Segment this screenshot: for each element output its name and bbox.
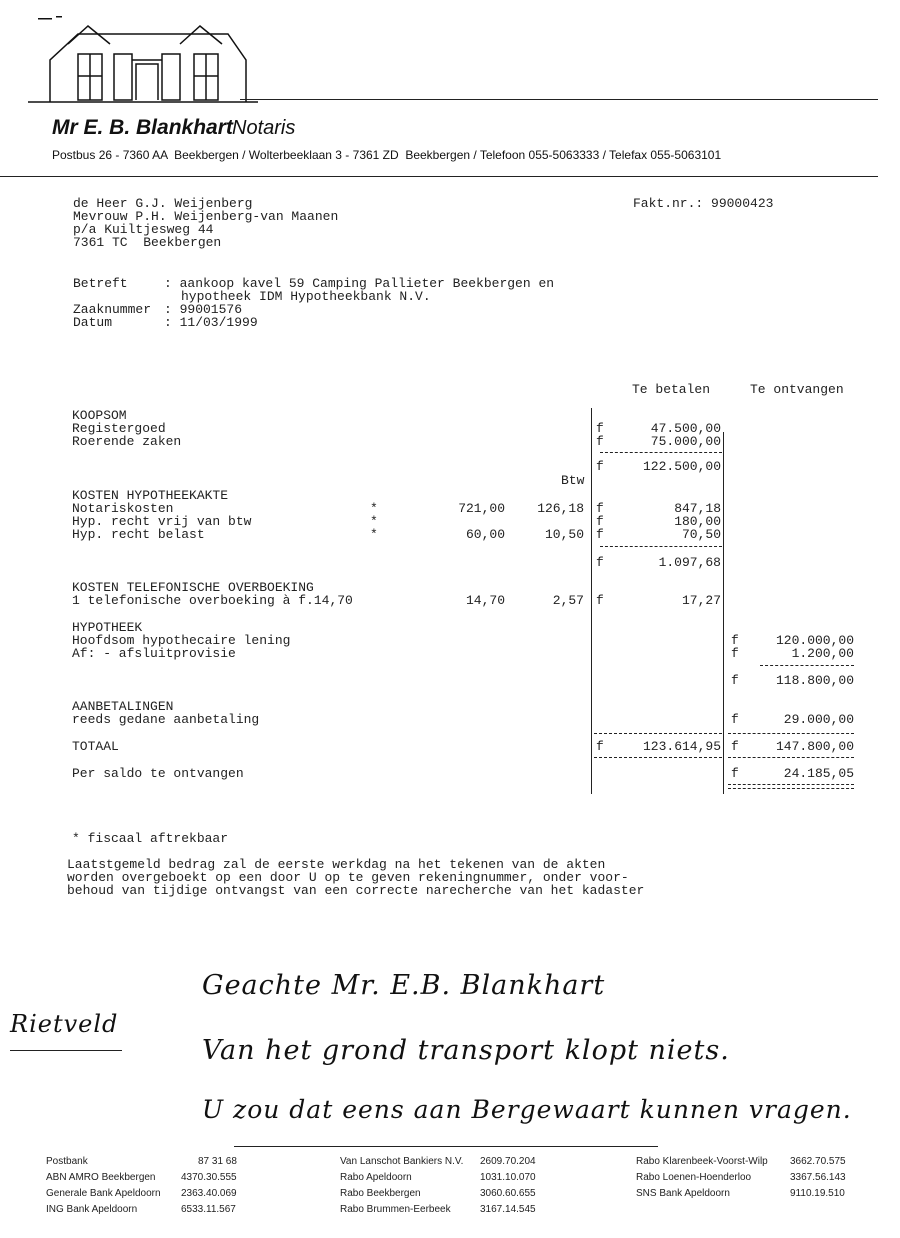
subtotal-divider <box>600 546 722 547</box>
handwritten-salutation: Geachte Mr. E.B. Blankhart <box>202 970 606 1001</box>
amount-betalen: 17,27 <box>681 593 721 608</box>
currency-sign: f <box>731 633 739 648</box>
row-label: Notariskosten <box>72 501 174 516</box>
balance-label: Per saldo te ontvangen <box>72 766 244 781</box>
addressee-line: p/a Kuiltjesweg 44 <box>73 222 214 237</box>
fiscal-star: * <box>370 501 378 516</box>
amount-excl: 721,00 <box>458 501 505 516</box>
balance-double-underline <box>728 788 854 789</box>
balance-double-underline <box>728 784 854 785</box>
section-heading-overboeking: KOSTEN TELEFONISCHE OVERBOEKING <box>72 580 314 595</box>
amount-excl: 14,70 <box>465 593 505 608</box>
notary-name: Mr E. B. Blankhart <box>52 116 233 139</box>
amount-betalen: 75.000,00 <box>650 434 721 449</box>
bank-name: SNS Bank Apeldoorn <box>636 1188 730 1199</box>
bank-name: ING Bank Apeldoorn <box>46 1204 138 1215</box>
currency-sign: f <box>731 766 739 781</box>
handwritten-line: U zou dat eens aan Bergewaart kunnen vragen. <box>202 1095 852 1124</box>
row-label: 1 telefonische overboeking à f.14,70 <box>72 593 353 608</box>
currency-sign: f <box>596 459 604 474</box>
total-divider-betalen <box>594 733 722 734</box>
case-number-value: : 99001576 <box>164 302 243 317</box>
notary-office-logo <box>28 14 258 106</box>
currency-sign: f <box>596 739 604 754</box>
section-heading-aanbetalingen: AANBETALINGEN <box>72 699 174 714</box>
payment-note-line: Laatstgemeld bedrag zal de eerste werkdag na het tekenen van de akten <box>67 857 606 872</box>
subtotal-betalen: 122.500,00 <box>642 459 721 474</box>
amount-ontvangen: 29.000,00 <box>783 712 854 727</box>
currency-sign: f <box>731 712 739 727</box>
bank-name: ABN AMRO Beekbergen <box>46 1172 156 1183</box>
col-header-te-ontvangen: Te ontvangen <box>750 382 844 397</box>
subtotal-divider <box>760 665 854 666</box>
total-underline-ontvangen <box>728 757 854 758</box>
section-heading-hypotheekakte: KOSTEN HYPOTHEEKAKTE <box>72 488 229 503</box>
amount-betalen: 847,18 <box>674 501 721 516</box>
subtotal-betalen: 1.097,68 <box>658 555 721 570</box>
total-label: TOTAAL <box>72 739 119 754</box>
case-number-label: Zaaknummer <box>73 302 152 317</box>
bank-account: 9110.19.510 <box>790 1188 845 1199</box>
betreft-value: : aankoop kavel 59 Camping Pallieter Beekbergen en <box>164 276 555 291</box>
currency-sign: f <box>731 646 739 661</box>
handwritten-margin-name: Rietveld <box>10 1010 119 1038</box>
section-heading-hypotheek: HYPOTHEEK <box>72 620 143 635</box>
handwritten-margin-underline <box>10 1050 122 1051</box>
betreft-label: Betreft <box>73 276 128 291</box>
currency-sign: f <box>596 527 604 542</box>
total-ontvangen: 147.800,00 <box>775 739 854 754</box>
addressee-line: 7361 TC Beekbergen <box>73 235 222 250</box>
addressee-line: Mevrouw P.H. Weijenberg-van Maanen <box>73 209 339 224</box>
bank-account: 1031.10.070 <box>480 1172 536 1183</box>
bank-name: Rabo Loenen-Hoenderloo <box>636 1172 752 1183</box>
fiscal-star: * <box>370 514 378 529</box>
letterhead-address: Postbus 26 - 7360 AA Beekbergen / Wolterbeeklaan 3 - 7361 ZD Beekbergen / Telefoon 055-5063333 / Telefax 055-5063101 <box>52 148 722 162</box>
amount-betalen: 47.500,00 <box>650 421 721 436</box>
row-label: Hoofdsom hypothecaire lening <box>72 633 291 648</box>
payment-note-line: behoud van tijdige ontvangst van een correcte narecherche van het kadaster <box>67 883 645 898</box>
bank-account: 3060.60.655 <box>480 1188 536 1199</box>
currency-sign: f <box>596 593 604 608</box>
notary-title: Notaris <box>232 117 296 139</box>
bank-name: Postbank <box>46 1156 88 1167</box>
section-heading-koopsom: KOOPSOM <box>72 408 127 423</box>
currency-sign: f <box>596 501 604 516</box>
header-bottom-rule <box>0 176 878 177</box>
amount-betalen: 180,00 <box>674 514 721 529</box>
bank-account: 87 31 68 <box>198 1156 237 1167</box>
currency-sign: f <box>596 555 604 570</box>
bank-account: 4370.30.555 <box>181 1172 237 1183</box>
bank-name: Van Lanschot Bankiers N.V. <box>340 1156 464 1167</box>
row-label: reeds gedane aanbetaling <box>72 712 260 727</box>
footer-rule <box>234 1146 658 1147</box>
balance-ontvangen: 24.185,05 <box>783 766 854 781</box>
invoice-number: Fakt.nr.: 99000423 <box>633 196 774 211</box>
amount-excl: 60,00 <box>465 527 505 542</box>
bank-name: Generale Bank Apeldoorn <box>46 1188 161 1199</box>
bank-account: 3167.14.545 <box>480 1204 536 1215</box>
addressee-line: de Heer G.J. Weijenberg <box>73 196 253 211</box>
row-label: Af: - afsluitprovisie <box>72 646 236 661</box>
fiscal-star: * <box>370 527 378 542</box>
fiscal-note: * fiscaal aftrekbaar <box>72 831 229 846</box>
amount-ontvangen: 1.200,00 <box>791 646 854 661</box>
row-label: Hyp. recht vrij van btw <box>72 514 252 529</box>
total-divider-ontvangen <box>728 733 854 734</box>
amount-btw: 10,50 <box>544 527 584 542</box>
currency-sign: f <box>596 434 604 449</box>
total-betalen: 123.614,95 <box>642 739 721 754</box>
amount-btw: 126,18 <box>537 501 584 516</box>
bank-name: Rabo Klarenbeek-Voorst-Wilp <box>636 1156 768 1167</box>
row-label: Hyp. recht belast <box>72 527 205 542</box>
currency-sign: f <box>731 673 739 688</box>
btw-column-header: Btw <box>561 473 585 488</box>
total-underline-betalen <box>594 757 722 758</box>
bank-account: 3662.70.575 <box>790 1156 846 1167</box>
payment-note-line: worden overgeboekt op een door U op te geven rekeningnummer, onder voor- <box>67 870 629 885</box>
amount-btw: 2,57 <box>552 593 584 608</box>
amount-ontvangen: 120.000,00 <box>775 633 854 648</box>
row-label: Registergoed <box>72 421 166 436</box>
currency-sign: f <box>731 739 739 754</box>
subtotal-ontvangen: 118.800,00 <box>775 673 854 688</box>
column-divider-ontvangen <box>723 432 724 794</box>
currency-sign: f <box>596 421 604 436</box>
date-label: Datum <box>73 315 113 330</box>
handwritten-line: Van het grond transport klopt niets. <box>202 1035 730 1066</box>
bank-account: 3367.56.143 <box>790 1172 846 1183</box>
betreft-value-2: hypotheek IDM Hypotheekbank N.V. <box>181 289 431 304</box>
bank-account: 6533.11.567 <box>181 1204 236 1215</box>
bank-account: 2363.40.069 <box>181 1188 237 1199</box>
date-value: : 11/03/1999 <box>164 315 258 330</box>
bank-name: Rabo Brummen-Eerbeek <box>340 1204 451 1215</box>
currency-sign: f <box>596 514 604 529</box>
amount-betalen: 70,50 <box>681 527 721 542</box>
row-label: Roerende zaken <box>72 434 182 449</box>
bank-name: Rabo Apeldoorn <box>340 1172 412 1183</box>
col-header-te-betalen: Te betalen <box>632 382 711 397</box>
bank-name: Rabo Beekbergen <box>340 1188 421 1199</box>
column-divider-betalen <box>591 408 592 794</box>
bank-account: 2609.70.204 <box>480 1156 536 1167</box>
letterhead-rule <box>240 99 878 100</box>
subtotal-divider <box>600 452 722 453</box>
